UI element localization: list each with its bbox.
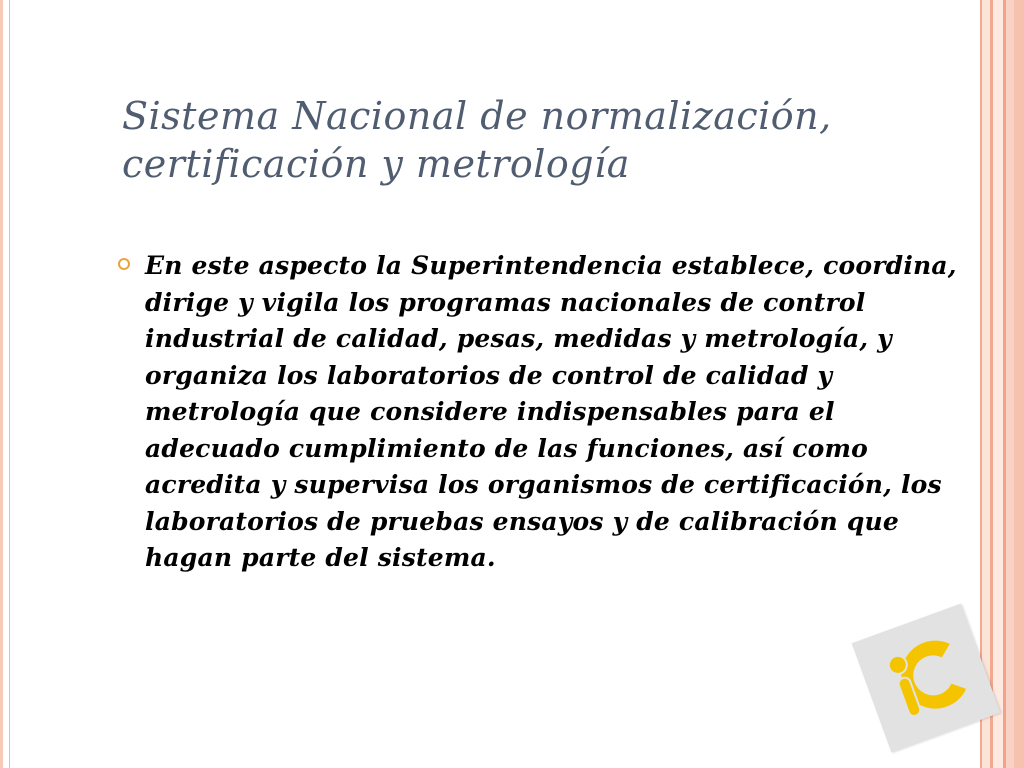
- left-border-decoration: [0, 0, 10, 768]
- slide-title: Sistema Nacional de normalización, certificación y metrología: [122, 94, 832, 186]
- right-stripe-decoration: [980, 0, 1024, 768]
- bullet-text: En este aspecto la Superintendencia establece, coordina, dirige y vigila los programas nacionales de control industrial de calidad, pesas, medidas y metrología, y organiza los laboratorios de control de calidad y metrología que considere indispensables para el adecuado cumplimiento de las funciones, así como acredita y supervisa los organismos de certificación, los laboratorios de pruebas ensayos y de calibración que hagan parte del sistema.: [145, 251, 957, 572]
- circle-bullet-icon: [118, 258, 130, 270]
- bullet-item: [118, 248, 958, 577]
- ic-logo-icon: [852, 604, 1001, 753]
- bullet-list: [118, 248, 958, 577]
